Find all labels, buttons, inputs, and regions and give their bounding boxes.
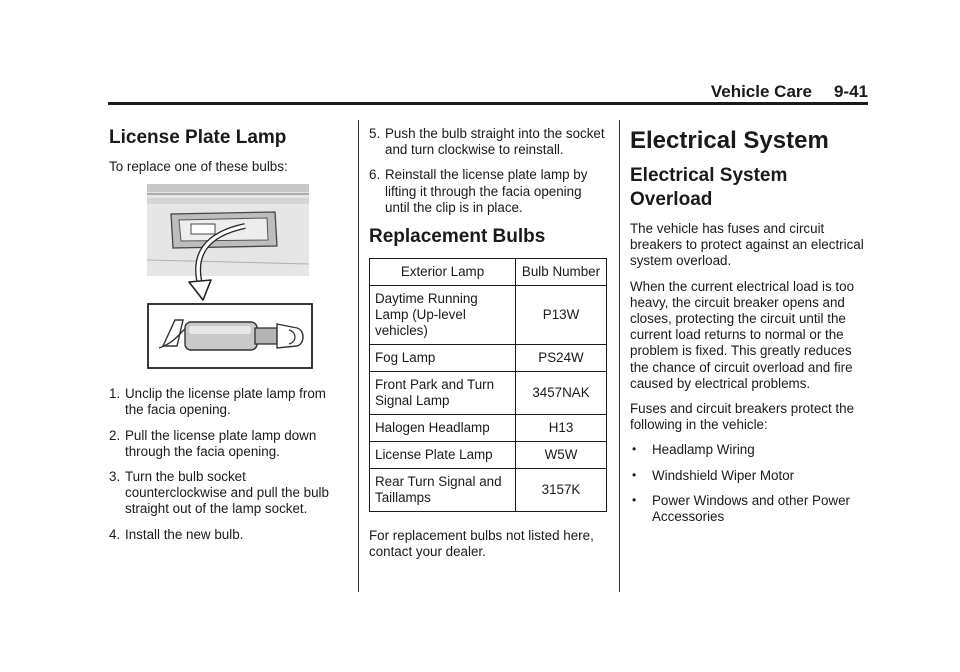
column-divider	[358, 120, 359, 592]
table-header-row	[370, 259, 607, 286]
bulb-cell: P13W	[516, 286, 607, 345]
running-head	[711, 82, 868, 102]
steps-list-1	[109, 386, 341, 543]
bulb-cell: 3457NAK	[516, 372, 607, 415]
column-header-exterior-lamp: Exterior Lamp	[370, 259, 516, 286]
list-item: • Headlamp Wiring	[630, 442, 870, 458]
intro-text: To replace one of these bulbs:	[109, 159, 288, 174]
step-item: 5. Push the bulb straight into the socket and turn clockwise to reinstall.	[369, 126, 605, 158]
bulb-cell: W5W	[516, 442, 607, 469]
step-item: 3. Turn the bulb socket counterclockwise and pull the bulb straight out of the lamp socket.	[109, 469, 329, 517]
table-row	[370, 286, 607, 345]
column-1	[109, 126, 341, 552]
bulb-table	[369, 258, 607, 512]
lamp-cell: Halogen Headlamp	[370, 415, 516, 442]
header-rule	[108, 102, 868, 105]
protected-items-list	[630, 442, 870, 525]
lamp-cell: License Plate Lamp	[370, 442, 516, 469]
license-plate-lamp-illustration	[147, 184, 337, 370]
electrical-system-overload-heading: Electrical System Overload	[630, 165, 788, 210]
table-row	[370, 442, 607, 469]
table-row	[370, 469, 607, 512]
page-number: 9-41	[833, 82, 868, 101]
lamp-diagram	[147, 184, 337, 370]
section-title: Vehicle Care	[710, 82, 812, 101]
steps-list-2	[369, 126, 609, 216]
step-item: 2. Pull the license plate lamp down through the facia opening.	[109, 427, 317, 459]
overload-paragraph-2: When the current electrical load is too heavy, the circuit breaker opens and closes, protecting the circuit until the current load returns to normal or the problem is fixed. This greatly reduces the chance of circuit overload and fire caused by electrical problems.	[630, 278, 855, 391]
column-2	[369, 126, 609, 569]
table-row	[370, 372, 607, 415]
list-item: • Windshield Wiper Motor	[630, 468, 870, 484]
overload-paragraph-3: Fuses and circuit breakers protect the following in the vehicle:	[630, 401, 855, 433]
page-header	[108, 82, 868, 104]
step-item: 1. Unclip the license plate lamp from the facia opening.	[109, 386, 326, 418]
lamp-cell: Fog Lamp	[370, 345, 516, 372]
replacement-bulbs-heading: Replacement Bulbs	[369, 226, 546, 248]
column-3	[630, 126, 870, 534]
dealer-note: For replacement bulbs not listed here, contact your dealer.	[369, 528, 594, 560]
arrow-head	[189, 280, 211, 300]
list-item: • Power Windows and other Power Accessories	[630, 493, 870, 525]
lamp-cell: Daytime Running Lamp (Up-level vehicles)	[370, 286, 516, 345]
table-row	[370, 415, 607, 442]
fascia-band	[147, 198, 309, 204]
electrical-system-title: Electrical System	[630, 127, 829, 154]
license-plate-lamp-heading: License Plate Lamp	[109, 127, 287, 148]
column-header-bulb-number: Bulb Number	[516, 259, 607, 286]
lamp-cell: Front Park and Turn Signal Lamp	[370, 372, 516, 415]
lamp-lens-highlight	[189, 326, 251, 334]
bulb-cell: 3157K	[516, 469, 607, 512]
clip-slot	[191, 224, 215, 234]
bulb-cell: H13	[516, 415, 607, 442]
column-divider	[619, 120, 620, 592]
table-row	[370, 345, 607, 372]
bulb-socket	[255, 328, 277, 344]
step-item: 6. Reinstall the license plate lamp by lifting it through the facia opening until the clip is in place.	[369, 167, 588, 215]
bulb-cell: PS24W	[516, 345, 607, 372]
lamp-cell: Rear Turn Signal and Taillamps	[370, 469, 516, 512]
fascia-top-edge	[147, 184, 309, 192]
overload-paragraph-1: The vehicle has fuses and circuit breakers to protect against an electrical system overload.	[630, 221, 864, 269]
step-item: 4. Install the new bulb.	[109, 526, 244, 542]
